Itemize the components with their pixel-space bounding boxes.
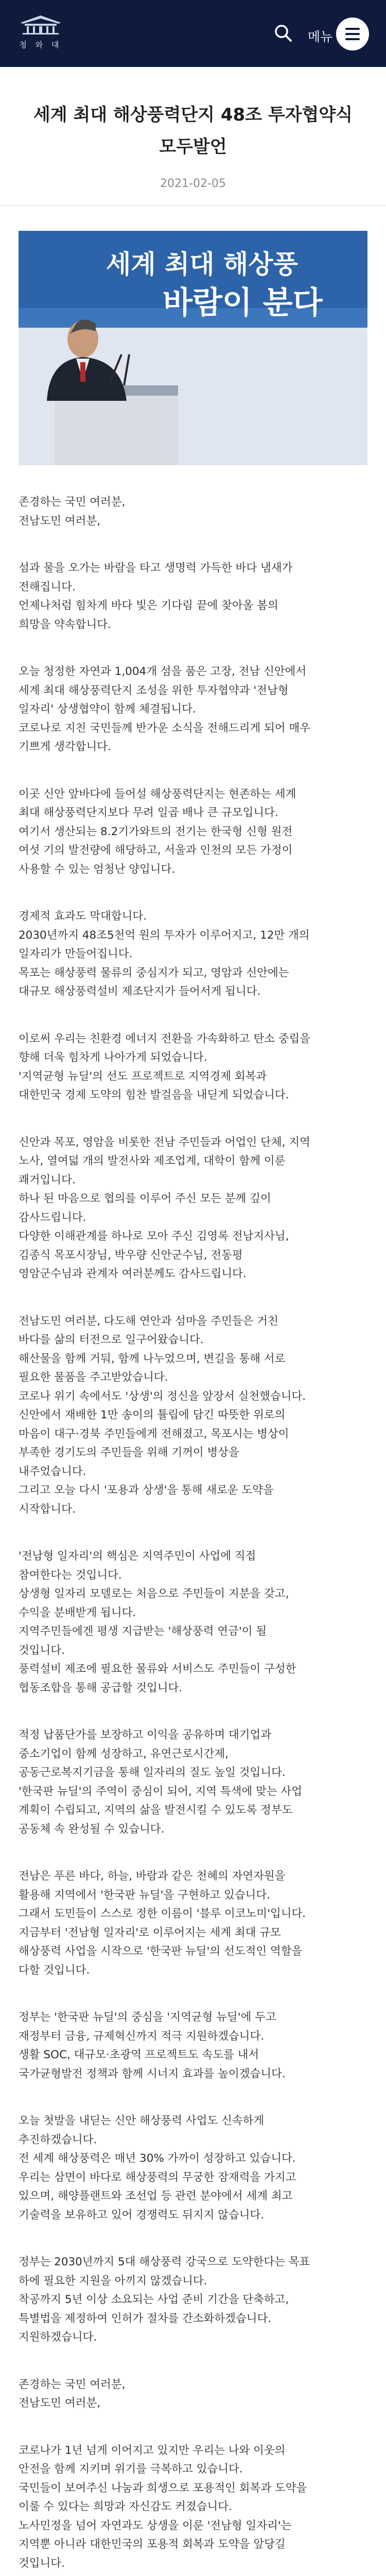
article-paragraph — [19, 493, 367, 531]
menu-label[interactable]: 메뉴 — [308, 29, 333, 44]
paragraph-line: 계획이 수립되고, 지역의 삶을 발전시킬 수 있도록 정부도 — [19, 1804, 293, 1817]
paragraph-line: 기술력을 보유하고 있어 경쟁력도 뒤지지 않습니다. — [19, 2208, 265, 2222]
article-title-line: 세계 최대 해상풍력단지 48조 투자협약식 — [33, 105, 353, 125]
photo-banner-text: 세계 최대 해상풍 — [106, 249, 298, 279]
paragraph-line: 참여한다는 것입니다. — [19, 1568, 122, 1582]
paragraph-line: 신안에서 재배한 1만 송이의 튤립에 담긴 따뜻한 위로의 — [19, 1409, 286, 1421]
article-paragraph — [19, 2442, 367, 2573]
paragraph-line: 지원하겠습니다. — [19, 2331, 97, 2344]
paragraph-line: 전 세계 해상풍력은 매년 30% 가까이 성장하고 있습니다. — [19, 2152, 296, 2165]
paragraph-line: 희망을 약속합니다. — [19, 618, 111, 631]
paragraph-line: 국가균형발전 정책과 함께 시너지 효과를 높이겠습니다. — [19, 2067, 286, 2080]
paragraph-line: 하나 된 마음으로 협의를 이루어 주신 모든 분께 깊이 — [19, 1192, 271, 1205]
article-paragraph — [19, 785, 367, 879]
paragraph-line: 노사, 열여덟 개의 발전사와 제조업계, 대학이 함께 이룬 — [19, 1155, 286, 1167]
photo-banner-text: 바람이 분다 — [163, 285, 323, 321]
paragraph-line: 내주었습니다. — [19, 1465, 86, 1478]
paragraph-line: 섬과 물을 오가는 바람을 타고 생명력 가득한 바다 냄새가 — [19, 562, 293, 574]
paragraph-line: 지역주민들에겐 평생 지급받는 '해상풍력 연금'이 될 — [19, 1625, 267, 1638]
paragraph-line: 해상풍력 사업을 시작으로 '한국판 뉴딜'의 선도적인 역할을 — [19, 1945, 303, 1958]
paragraph-line: 그리고 오늘 다시 '포용과 상생'을 통해 새로운 도약을 — [19, 1484, 274, 1497]
paragraph-line: 활용해 지역에서 '한국판 뉴딜'을 구현하고 있습니다. — [19, 1888, 270, 1902]
paragraph-line: 영암군수님과 관계자 여러분께도 감사드립니다. — [19, 1267, 247, 1280]
paragraph-line: 국민들이 보여주신 나눔과 희생으로 포용적인 회복과 도약을 — [19, 2481, 307, 2495]
article-paragraph — [19, 2253, 367, 2347]
paragraph-line: 정부는 2030년까지 5대 해상풍력 강국으로 도약한다는 목표 — [19, 2256, 310, 2268]
article-paragraph — [19, 1133, 367, 1284]
paragraph-line: 존경하는 국민 여러분, — [19, 496, 126, 509]
paragraph-line: 부족한 경기도의 주민들을 위해 기꺼이 병상을 — [19, 1446, 239, 1459]
paragraph-line: 시작합니다. — [19, 1502, 76, 1516]
paragraph-line: 오늘 청정한 자연과 1,004개 섬을 품은 고장, 전남 신안에서 — [19, 665, 307, 678]
article-body — [0, 465, 386, 2576]
paragraph-line: 이룰 수 있다는 희망과 자신감도 커졌습니다. — [19, 2500, 232, 2513]
article-header — [0, 67, 386, 206]
paragraph-line: 것입니다. — [19, 2556, 65, 2570]
article-photo — [19, 231, 367, 465]
paragraph-line: 코로나로 지친 국민들께 반가운 소식을 전해드리게 되어 매우 — [19, 721, 311, 735]
hamburger-menu-icon[interactable] — [336, 18, 369, 50]
blue-house-emblem-icon — [17, 12, 64, 36]
paragraph-line: 정부는 '한국판 뉴딜'의 중심을 '지역균형 뉴딜'에 두고 — [19, 2011, 276, 2024]
paragraph-line: 것입니다. — [19, 1643, 65, 1657]
paragraph-line: 존경하는 국민 여러분, — [19, 2378, 126, 2391]
paragraph-line: 생활 SOC, 대규모·초광역 프로젝트도 속도를 내서 — [19, 2048, 259, 2061]
article-paragraph — [19, 1726, 367, 1839]
paragraph-line: 특별법을 제정하여 인허가 절차를 간소화하겠습니다. — [19, 2312, 272, 2325]
paragraph-line: 상생형 일자리 모델로는 처음으로 주민들이 지분을 갖고, — [19, 1587, 289, 1600]
paragraph-line: 향해 더욱 힘차게 나아가게 되었습니다. — [19, 1051, 207, 1064]
paragraph-line: 여섯 기의 발전량에 해당하고, 서울과 인천의 모든 가정이 — [19, 844, 293, 857]
paragraph-line: 코로나가 1년 넘게 이어지고 있지만 우리는 나와 이웃의 — [19, 2444, 286, 2457]
article-paragraph — [19, 2008, 367, 2083]
paragraph-line: 협동조합을 통해 공급할 것입니다. — [19, 1681, 183, 1694]
paragraph-line: 감사드립니다. — [19, 1211, 86, 1224]
paragraph-line: 목포는 해상풍력 물류의 중심지가 되고, 영암과 신안에는 — [19, 966, 289, 979]
paragraph-line: 있으며, 해양플랜트와 조선업 등 관련 분야에서 세계 최고 — [19, 2190, 293, 2202]
paragraph-line: 다양한 이해관계를 하나로 모아 주신 김영록 전남지사님, — [19, 1230, 289, 1243]
paragraph-line: 적정 납품단가를 보장하고 이익을 공유하며 대기업과 — [19, 1728, 272, 1741]
search-icon[interactable] — [272, 22, 294, 44]
paragraph-line: 오늘 첫발을 내딛는 신안 해상풍력 사업도 신속하게 — [19, 2114, 265, 2127]
paragraph-line: 바다를 삶의 터전으로 일구어왔습니다. — [19, 1333, 204, 1346]
article-paragraph — [19, 2112, 367, 2225]
article-title-line: 모두발언 — [159, 137, 227, 157]
paragraph-line: 지역뿐 아니라 대한민국의 포용적 회복과 도약을 앞당길 — [19, 2538, 286, 2551]
paragraph-line: 풍력설비 제조에 필요한 물류와 서비스도 주민들이 구성한 — [19, 1663, 296, 1675]
paragraph-line: 중소기업이 함께 성장하고, 유연근로시간제, — [19, 1747, 229, 1760]
paragraph-line: 전남도민 여러분, — [19, 2397, 101, 2410]
site-logo[interactable] — [17, 12, 64, 50]
paragraph-line: 사용할 수 있는 엄청난 양입니다. — [19, 862, 176, 876]
article-paragraph — [19, 1030, 367, 1105]
paragraph-line: 김종식 목포시장님, 박우량 신안군수님, 전동평 — [19, 1248, 243, 1262]
paragraph-line: 수익을 분배받게 됩니다. — [19, 1606, 136, 1619]
paragraph-line: 최대 해상풍력단지보다 무려 일곱 배나 큰 규모입니다. — [19, 806, 278, 819]
paragraph-line: 이곳 신안 앞바다에 들어설 해상풍력단지는 현존하는 세계 — [19, 787, 296, 801]
site-header — [0, 0, 386, 67]
article-paragraph — [19, 907, 367, 1002]
paragraph-line: 2030년까지 48조5천억 원의 투자가 이루어지고, 12만 개의 — [19, 928, 310, 942]
paragraph-line: 전해집니다. — [19, 580, 76, 594]
paragraph-line: 이로써 우리는 친환경 에너지 전환을 가속화하고 탄소 중립을 — [19, 1032, 311, 1045]
paragraph-line: 안전을 함께 지키며 위기를 극복하고 있습니다. — [19, 2463, 243, 2476]
paragraph-line: 재정부터 금융, 규제혁신까지 적극 지원하겠습니다. — [19, 2029, 265, 2043]
article-paragraph — [19, 663, 367, 757]
paragraph-line: 해산물을 함께 거둬, 함께 나누었으며, 변길을 통해 서로 — [19, 1352, 286, 1365]
paragraph-line: 우리는 삼면이 바다로 해상풍력의 무궁한 잠재력을 가지고 — [19, 2171, 296, 2184]
article-title — [21, 67, 365, 163]
paragraph-line: 마음이 대구·경북 주민들에게 전해졌고, 목포시는 병상이 — [19, 1427, 289, 1440]
paragraph-line: 전남도민 여러분, 다도해 연안과 섬마을 주민들은 거친 — [19, 1314, 278, 1328]
paragraph-line: 그래서 도민들이 스스로 정한 이름이 '블루 이코노미'입니다. — [19, 1907, 306, 1920]
paragraph-line: 필요한 물품을 주고받았습니다. — [19, 1371, 168, 1384]
paragraph-line: 추진하겠습니다. — [19, 2133, 97, 2146]
paragraph-line: 신안과 목포, 영암을 비롯한 전남 주민들과 어업인 단체, 지역 — [19, 1136, 310, 1149]
article-paragraph — [19, 559, 367, 634]
paragraph-line: 여기서 생산되는 8.2기가와트의 전기는 한국형 신형 원전 — [19, 825, 293, 838]
paragraph-line: '지역균형 뉴딜'의 선도 프로젝트로 지역경제 회복과 — [19, 1070, 267, 1083]
article-date: 2021-02-05 — [160, 177, 226, 190]
paragraph-line: 세계 최대 해상풍력단지 조성을 위한 투자협약과 '전남형 — [19, 684, 289, 697]
paragraph-line: '전남형 일자리'의 핵심은 지역주민이 사업에 직접 — [19, 1550, 256, 1563]
paragraph-line: 대규모 해상풍력설비 제조단지가 들어서게 됩니다. — [19, 985, 261, 998]
paragraph-line: 기쁘게 생각합니다. — [19, 740, 111, 753]
paragraph-line: 하에 필요한 지원을 아끼지 않겠습니다. — [19, 2274, 207, 2287]
article-paragraph — [19, 1547, 367, 1698]
paragraph-line: 대한민국 경제 도약의 힘찬 발걸음을 내딛게 되었습니다. — [19, 1089, 289, 1101]
paragraph-line: 전남은 푸른 바다, 하늘, 바람과 같은 천혜의 자연자원을 — [19, 1870, 286, 1883]
paragraph-line: 전남도민 여러분, — [19, 514, 101, 528]
article-paragraph — [19, 1312, 367, 1519]
article-paragraph — [19, 1867, 367, 1980]
paragraph-line: 언제나처럼 힘차게 바다 빛은 기다림 끝에 찾아올 봄의 — [19, 599, 278, 612]
logo-text: 청 와 대 — [19, 40, 62, 49]
paragraph-line: 경제적 효과도 막대합니다. — [19, 910, 147, 923]
paragraph-line: '한국판 뉴딜'의 주역이 중심이 되어, 지역 특색에 맞는 사업 — [19, 1785, 303, 1798]
paragraph-line: 다할 것입니다. — [19, 1963, 90, 1977]
article-paragraph — [19, 2376, 367, 2413]
paragraph-line: 공동근로복지기금을 통해 일자리의 질도 높일 것입니다. — [19, 1766, 286, 1779]
paragraph-line: 일자리' 상생협약이 함께 체결됩니다. — [19, 703, 196, 716]
paragraph-line: 쾌거입니다. — [19, 1173, 76, 1187]
paragraph-line: 노사민정을 넘어 자연과도 상생을 이룬 '전남형 일자리'는 — [19, 2519, 292, 2532]
paragraph-line: 코로나 위기 속에서도 '상생'의 정신을 앞장서 실천했습니다. — [19, 1389, 306, 1403]
paragraph-line: 공동체 속 완성될 수 있습니다. — [19, 1822, 165, 1836]
paragraph-line: 착공까지 5년 이상 소요되는 사업 준비 기간을 단축하고, — [19, 2293, 289, 2306]
paragraph-line: 지금부터 '전남형 일자리'로 이루어지는 세계 최대 규모 — [19, 1926, 281, 1939]
paragraph-line: 일자리가 만들어집니다. — [19, 947, 133, 960]
